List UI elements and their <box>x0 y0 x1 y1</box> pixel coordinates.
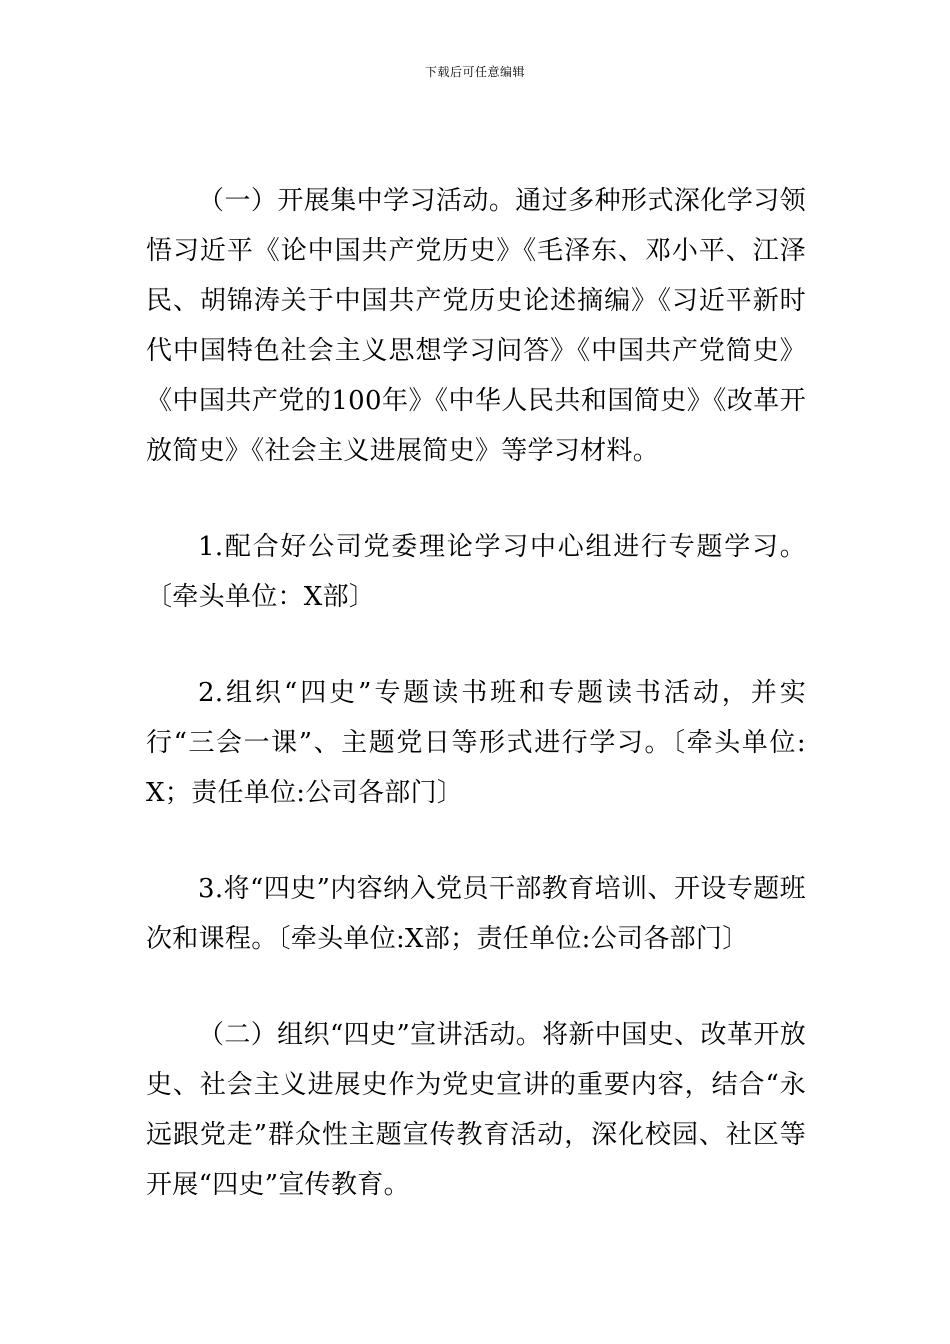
paragraph-item-2: 2.组织“四史”专题读书班和专题读书活动，并实行“三会一课”、主题党日等形式进行学习。〔牵头单位:X；责任单位:公司各部门〕 <box>146 678 806 808</box>
document-body <box>146 176 806 1210</box>
paragraph-item-1: 1.配合好公司党委理论学习中心组进行专题学习。〔牵头单位：X部〕 <box>146 532 806 612</box>
paragraph-lecture-activity: （二）组织“四史”宣讲活动。将新中国史、改革开放史、社会主义进展史作为党史宣讲的重要内容，结合“永远跟党走”群众性主题宣传教育活动，深化校园、社区等开展“四史”宣传教育。 <box>146 1020 806 1200</box>
paragraph-study-activity: （一）开展集中学习活动。通过多种形式深化学习领悟习近平《论中国共产党历史》《毛泽东、邓小平、江泽民、胡锦涛关于中国共产党历史论述摘编》《习近平新时代中国特色社会主义思想学习问答》《中国共产党简史》《中国共产党的100年》《中华人民共和国简史》《改革开放简史》《社会主义进展简史》等学习材料。 <box>146 186 806 466</box>
paragraph-item-3: 3.将“四史”内容纳入党员干部教育培训、开设专题班次和课程。〔牵头单位:X部；责任单位:公司各部门〕 <box>146 874 806 954</box>
page-header: 下载后可任意编辑 <box>424 65 525 79</box>
